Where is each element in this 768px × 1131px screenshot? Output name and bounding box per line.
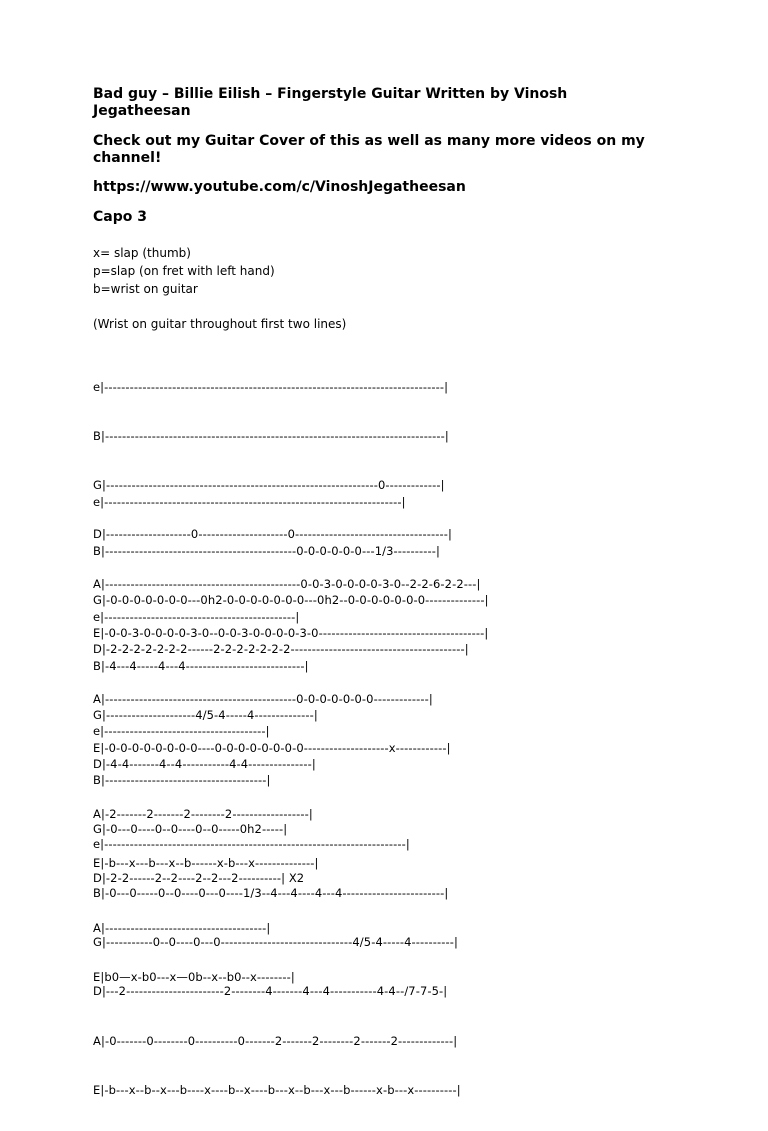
tab-line-g: G|---------------------4/5-4-----4--------------|	[93, 708, 318, 723]
tab-line-d: D|-4-4-------4--4-----------4-4---------------|	[93, 757, 316, 772]
tab-line-a: A|-2-------2-------2--------2------------------|	[93, 806, 313, 821]
tab-line-b: B|--------------------------------------------------------------------------------|	[93, 429, 449, 444]
tab-line-d: D|--------------------0---------------------0------------------------------------|	[93, 527, 452, 542]
legend-item-slap-fret: p=slap (on fret with left hand)	[93, 264, 275, 278]
tab-line-a: A|---------------------------------------------0-0-0-0-0-0-0-------------|	[93, 691, 433, 706]
tab-line-b: B|-0---0-----0--0----0---0----1/3--4---4----4---4------------------------|	[93, 886, 449, 901]
tab-line-low-e: E|-0-0-0-0-0-0-0-0----0-0-0-0-0-0-0-0--------------------x------------|	[93, 740, 451, 755]
tab-line-e: e|-----------------------------------------------------------------------|	[93, 836, 410, 851]
tab-line-g: G|-0---0----0--0----0--0-----0h2-----|	[93, 822, 288, 837]
tab-line-a: A|--------------------------------------|	[93, 920, 271, 935]
tab-line-e: e|----------------------------------------------------------------------|	[93, 494, 406, 509]
legend-item-wrist: b=wrist on guitar	[93, 282, 198, 296]
tab-line-b: B|--------------------------------------|	[93, 773, 271, 788]
tab-line-e: e|--------------------------------------------------------------------------------|	[93, 379, 449, 394]
tab-line-low-e: E|-b---x---b---x--b------x-b---x--------------|	[93, 855, 319, 870]
tab-line-low-e: E|b0—x-b0---x—0b--x--b0--x--------|	[93, 969, 295, 984]
tab-line-e: e|---------------------------------------------|	[93, 609, 300, 624]
tab-line-b: B|-4---4-----4---4----------------------------|	[93, 659, 309, 674]
legend-item-slap-thumb: x= slap (thumb)	[93, 246, 191, 260]
tab-line-low-e: E|-b---x--b--x---b----x----b--x----b---x--b---x---b------x-b---x----------|	[93, 1082, 461, 1097]
legend	[93, 244, 275, 298]
wrist-note: (Wrist on guitar throughout first two lines)	[93, 317, 347, 331]
tab-line-a: A|-0-------0--------0----------0-------2-------2--------2-------2-------------|	[93, 1033, 458, 1048]
promo-text: Check out my Guitar Cover of this as well as many more videos on my channel!	[93, 133, 645, 166]
capo-label: Capo 3	[93, 209, 147, 225]
tab-line-d: D|-2-2------2--2----2--2---2----------| X2	[93, 871, 305, 886]
tab-line-g: G|-0-0-0-0-0-0-0---0h2-0-0-0-0-0-0-0---0h2--0-0-0-0-0-0-0--------------|	[93, 593, 489, 608]
tab-line-b: B|---------------------------------------------0-0-0-0-0-0---1/3----------|	[93, 544, 440, 559]
tab-block-5	[93, 803, 461, 1131]
channel-url: https://www.youtube.com/c/VinoshJegatheesan	[93, 179, 466, 195]
tab-line-d: D|---2-----------------------2--------4-------4---4-----------4-4--/7-7-5-|	[93, 984, 448, 999]
tab-line-d: D|-2-2-2-2-2-2-2------2-2-2-2-2-2-2-----------------------------------------|	[93, 642, 469, 657]
tab-line-a: A|----------------------------------------------0-0-3-0-0-0-0-3-0--2-2-6-2-2---|	[93, 576, 481, 591]
tab-line-e: e|--------------------------------------|	[93, 723, 270, 738]
tab-line-g: G|-----------0--0----0---0-------------------------------4/5-4-----4----------|	[93, 935, 458, 950]
tab-line-low-e: E|-0-0-3-0-0-0-0-3-0--0-0-3-0-0-0-0-3-0---------------------------------------|	[93, 625, 489, 640]
document-title: Bad guy – Billie Eilish – Fingerstyle Guitar Written by Vinosh Jegatheesan	[93, 86, 568, 119]
tab-line-g: G|----------------------------------------------------------------0-------------|	[93, 478, 445, 493]
